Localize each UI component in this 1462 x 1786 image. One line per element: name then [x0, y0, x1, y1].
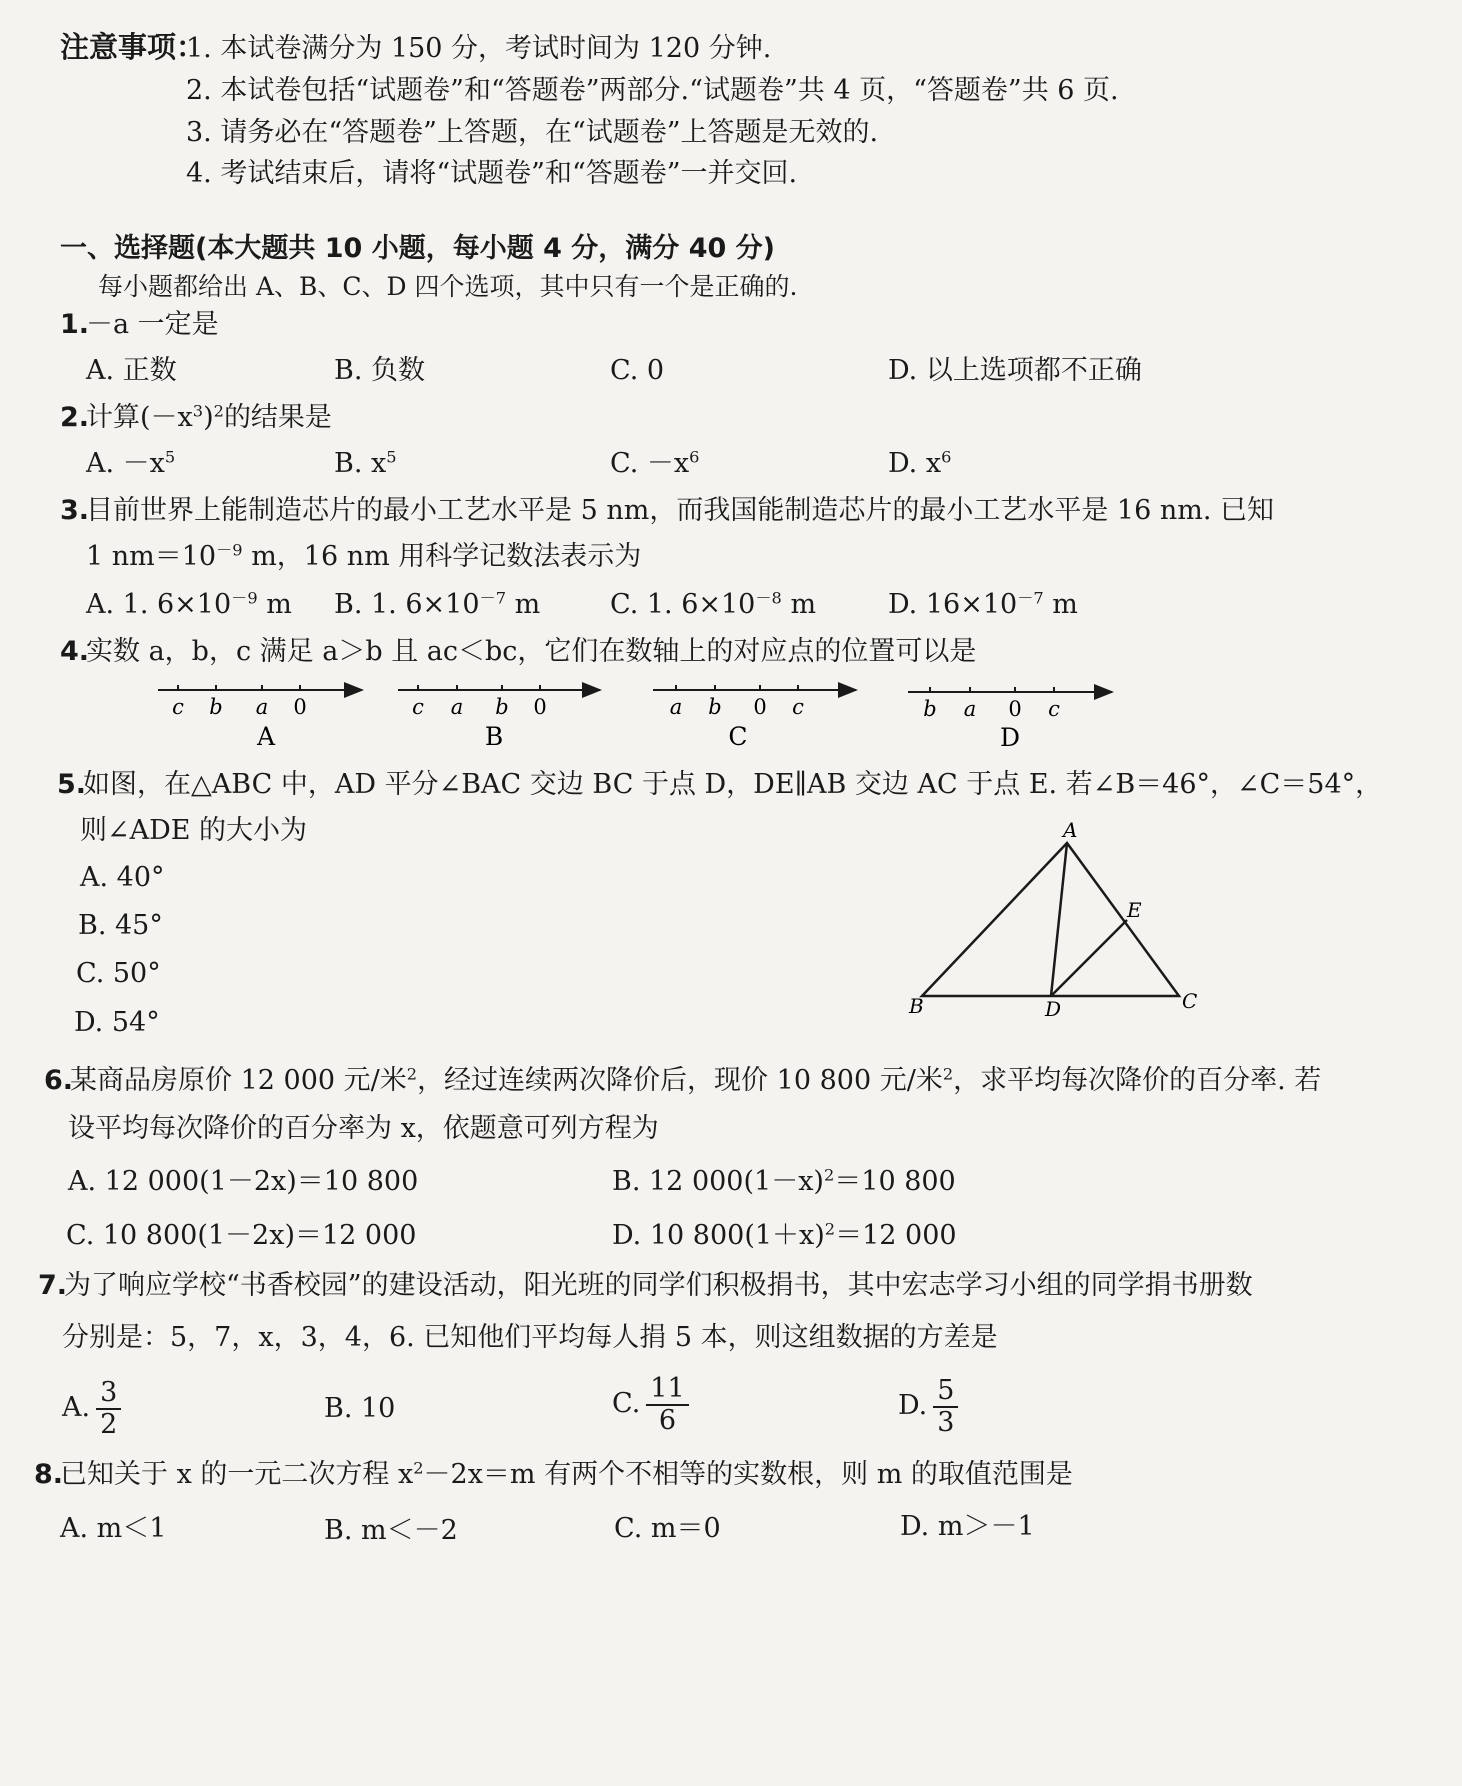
number-line-d	[908, 687, 1112, 752]
note-4: 4. 考试结束后，请将“试题卷”和“答题卷”一并交回.	[186, 158, 798, 189]
q6-option-b: B. 12 $000(1-x)^2=10$ 800	[612, 1165, 956, 1197]
q3-stem-line1: 目前世界上能制造芯片的最小工艺水平是 5 nm，而我国能制造芯片的最小工艺水平是 16 nm. 已知	[86, 495, 1275, 526]
q5-option-b: B. 45°	[78, 910, 163, 941]
point-label: a	[669, 695, 683, 719]
q1-option-c: C. 0	[610, 355, 665, 386]
q2-option-c: C. $-x^6$	[610, 447, 700, 479]
note-1: 1. 本试卷满分为 150 分，考试时间为 120 分钟.	[186, 33, 772, 64]
q5-number: 5.	[57, 769, 87, 800]
point-label: c	[172, 695, 184, 719]
q7-number: 7.	[38, 1270, 68, 1301]
section-instruction: 每小题都给出 A、B、C、D 四个选项，其中只有一个是正确的.	[98, 272, 798, 301]
q1-number: 1.	[60, 309, 90, 340]
q2-option-b: B. $x^5$	[334, 447, 397, 479]
vertex-label: E	[1127, 898, 1142, 922]
q8-option-d: D. m＞－1	[900, 1511, 1035, 1542]
vertex-label: D	[1045, 997, 1062, 1021]
q3-option-c: C. 1. $6\times 10^{-8}$ m	[610, 588, 817, 620]
q3-stem-line2: 1 $nm=10^{-9}$ m，16 nm 用科学记数法表示为	[86, 540, 642, 572]
point-label: a	[963, 697, 977, 721]
point-label: a	[450, 695, 464, 719]
q5-option-a: A. 40°	[80, 862, 165, 893]
q6-stem-line1: 某商品房原价 12 000 元/米$^2$，经过连续两次降价后，现价 10 800 元/米$^2$，求平均每次降价的百分率. 若	[70, 1064, 1322, 1096]
section-title: 一、选择题(本大题共 10 小题，每小题 4 分，满分 40 分)	[60, 233, 776, 264]
note-2: 2. 本试卷包括“试题卷”和“答题卷”两部分.“试题卷”共 4 页，“答题卷”共 6 页.	[186, 75, 1119, 106]
q8-stem: 已知关于 x 的一元二次方程 $x^2-2x=m$ 有两个不相等的实数根，则 m 的取值范围是	[60, 1458, 1073, 1490]
point-label: 0	[1008, 697, 1022, 721]
q2-option-a: A. $-x^5$	[86, 447, 176, 479]
q4-number-lines	[0, 668, 1462, 768]
point-label: b	[495, 695, 509, 719]
q7-stem-line2: 分别是：5，7，x，3，4，6. 已知他们平均每人捐 5 本，则这组数据的方差是	[62, 1322, 998, 1353]
q8-option-a: A. m＜1	[60, 1513, 167, 1544]
q6-stem-line2: 设平均每次降价的百分率为 x，依题意可列方程为	[68, 1113, 659, 1144]
point-label: b	[923, 697, 937, 721]
q6-option-a: A. 12 000(1－2x)＝10 800	[68, 1166, 419, 1197]
q8-option-b: B. m＜－2	[324, 1515, 458, 1546]
q5-stem-line2: 则∠ADE 的大小为	[80, 815, 308, 846]
number-line-b	[398, 685, 600, 751]
q6-number: 6.	[44, 1065, 74, 1096]
number-line-a	[158, 685, 362, 751]
line-label: A	[256, 722, 276, 751]
q1-option-d: D. 以上选项都不正确	[888, 355, 1142, 386]
q8-number: 8.	[34, 1459, 64, 1490]
q6-option-c: C. 10 800(1－2x)＝12 000	[66, 1220, 417, 1251]
notes-title: 注意事项：	[60, 30, 206, 64]
point-label: 0	[533, 695, 547, 719]
point-label: c	[1048, 697, 1060, 721]
q3-option-d: D. $16\times 10^{-7}$ m	[888, 588, 1078, 620]
q7-stem-line1: 为了响应学校“书香校园”的建设活动，阳光班的同学们积极捐书，其中宏志学习小组的同学捐书册数	[64, 1270, 1253, 1301]
q7-option-d: D. $\frac{5}{3}$	[898, 1376, 958, 1437]
q5-option-c: C. 50°	[76, 958, 161, 989]
q5-stem-line1: 如图，在△ABC 中，AD 平分∠BAC 交边 BC 于点 D，DE∥AB 交边 AC 于点 E. 若∠B＝46°，∠C＝54°，	[83, 769, 1383, 800]
vertex-label: B	[909, 994, 924, 1018]
q3-option-a: A. 1. $6\times 10^{-9}$ m	[86, 588, 292, 620]
point-label: c	[792, 695, 804, 719]
q1-option-b: B. 负数	[334, 355, 426, 386]
q3-option-b: B. 1. $6\times 10^{-7}$ m	[334, 588, 541, 620]
q1-option-a: A. 正数	[86, 355, 177, 386]
line-label: B	[484, 722, 504, 751]
point-label: 0	[753, 695, 767, 719]
q4-stem: 实数 a，b，c 满足 a＞b 且 ac＜bc，它们在数轴上的对应点的位置可以是	[86, 636, 977, 667]
note-3: 3. 请务必在“答题卷”上答题，在“试题卷”上答题是无效的.	[186, 117, 879, 148]
q2-number: 2.	[60, 402, 90, 433]
number-line-c	[653, 685, 856, 751]
q7-option-b: B. 10	[324, 1393, 396, 1424]
q4-number: 4.	[60, 636, 90, 667]
q8-option-c: C. m＝0	[614, 1513, 721, 1544]
point-label: b	[209, 695, 223, 719]
q6-option-d: D. 10 $800(1+x)^2=12$ 000	[612, 1219, 957, 1251]
q7-option-c: C. $\frac{11}{6}$	[612, 1374, 689, 1435]
line-label: C	[728, 722, 748, 751]
q7-option-a: A. $\frac{3}{2}$	[62, 1378, 121, 1439]
q5-option-d: D. 54°	[74, 1007, 160, 1038]
point-label: c	[412, 695, 424, 719]
point-label: a	[255, 695, 269, 719]
point-label: b	[708, 695, 722, 719]
q3-number: 3.	[60, 495, 90, 526]
q2-option-d: D. $x^6$	[888, 447, 952, 479]
q1-stem: －a 一定是	[86, 309, 219, 340]
vertex-label: A	[1063, 818, 1078, 842]
q2-stem: 计算$(-x^3)^2$的结果是	[86, 401, 332, 433]
point-label: 0	[293, 695, 307, 719]
vertex-label: C	[1182, 989, 1198, 1013]
q5-triangle-figure	[900, 815, 1220, 1025]
line-label: D	[999, 723, 1021, 752]
